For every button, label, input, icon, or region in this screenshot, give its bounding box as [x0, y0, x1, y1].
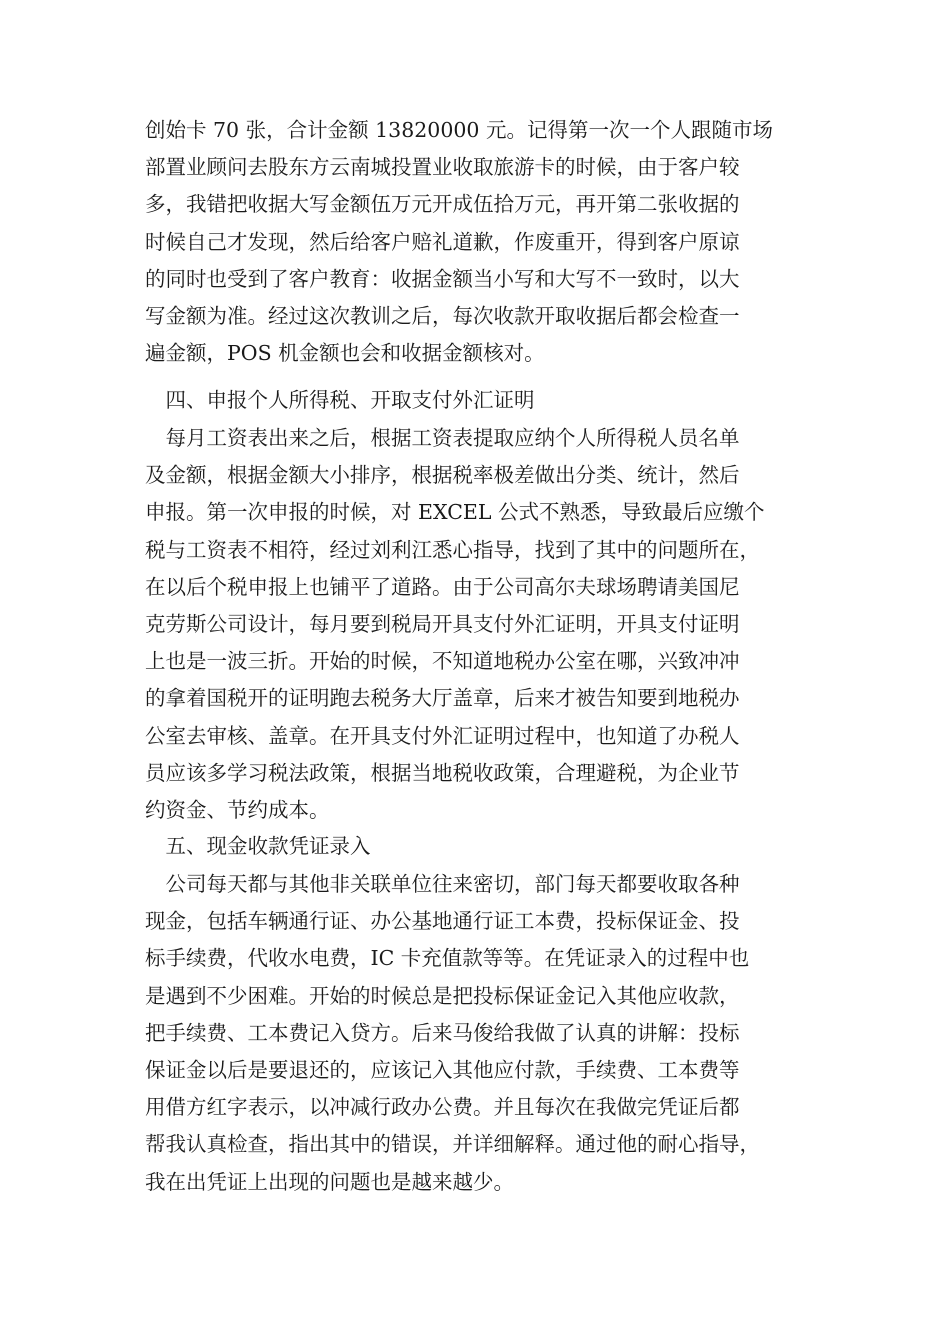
text-line: 约资金、节约成本。	[145, 797, 330, 822]
paragraph-receipts	[145, 112, 825, 372]
text-line: 的同时也受到了客户教育：收据金额当小写和大写不一致时，以大	[145, 266, 740, 291]
text-line: 遍金额，POS 机金额也会和收据金额核对。	[145, 341, 545, 366]
heading-text: 四、申报个人所得税、开取支付外汇证明	[145, 388, 535, 412]
text-line: 把手续费、工本费记入贷方。后来马俊给我做了认真的讲解：投标	[145, 1020, 740, 1045]
text-line: 及金额，根据金额大小排序，根据税率极差做出分类、统计，然后	[145, 463, 740, 488]
text-line: 标手续费，代收水电费，IC 卡充值款等等。在凭证录入的过程中也	[145, 946, 750, 971]
heading-text: 五、现金收款凭证录入	[145, 834, 371, 858]
text-line: 用借方红字表示，以冲减行政办公费。并且每次在我做完凭证后都	[145, 1095, 740, 1120]
text-line: 现金，包括车辆通行证、办公基地通行证工本费，投标保证金、投	[145, 909, 740, 934]
text-line: 克劳斯公司设计，每月要到税局开具支付外汇证明，开具支付证明	[145, 611, 740, 636]
text-line: 创始卡 70 张，合计金额 13820000 元。记得第一次一个人跟随市场	[145, 118, 773, 142]
text-line: 我在出凭证上出现的问题也是越来越少。	[145, 1169, 514, 1194]
text-line: 多，我错把收据大写金额伍万元开成伍拾万元，再开第二张收据的	[145, 192, 740, 217]
text-line: 申报。第一次申报的时候，对 EXCEL 公式不熟悉，导致最后应缴个	[145, 500, 765, 525]
text-line: 税与工资表不相符，经过刘利江悉心指导，找到了其中的问题所在，	[145, 537, 760, 562]
text-line: 员应该多学习税法政策，根据当地税收政策，合理避税，为企业节	[145, 760, 740, 785]
section-heading-four	[145, 382, 825, 419]
text-line: 的拿着国税开的证明跑去税务大厅盖章，后来才被告知要到地税办	[145, 686, 740, 711]
text-line: 上也是一波三折。开始的时候，不知道地税办公室在哪，兴致冲冲	[145, 649, 740, 674]
text-line: 部置业顾问去股东方云南城投置业收取旅游卡的时候，由于客户较	[145, 155, 740, 180]
text-line: 公室去审核、盖章。在开具支付外汇证明过程中，也知道了办税人	[145, 723, 740, 748]
text-line: 是遇到不少困难。开始的时候总是把投标保证金记入其他应收款，	[145, 983, 740, 1008]
text-line: 写金额为准。经过这次教训之后，每次收款开取收据后都会检查一	[145, 303, 740, 328]
paragraph-income-tax	[145, 420, 825, 829]
section-heading-five	[145, 828, 825, 865]
text-line: 每月工资表出来之后，根据工资表提取应纳个人所得税人员名单	[145, 426, 740, 450]
text-line: 帮我认真检查，指出其中的错误，并详细解释。通过他的耐心指导，	[145, 1132, 760, 1157]
text-line: 时候自己才发现，然后给客户赔礼道歉，作废重开，得到客户原谅	[145, 229, 740, 254]
text-line: 保证金以后是要退还的，应该记入其他应付款，手续费、工本费等	[145, 1057, 740, 1082]
text-line: 在以后个税申报上也铺平了道路。由于公司高尔夫球场聘请美国尼	[145, 574, 740, 599]
text-line: 公司每天都与其他非关联单位往来密切，部门每天都要收取各种	[145, 872, 740, 896]
paragraph-cash-vouchers	[145, 866, 825, 1201]
